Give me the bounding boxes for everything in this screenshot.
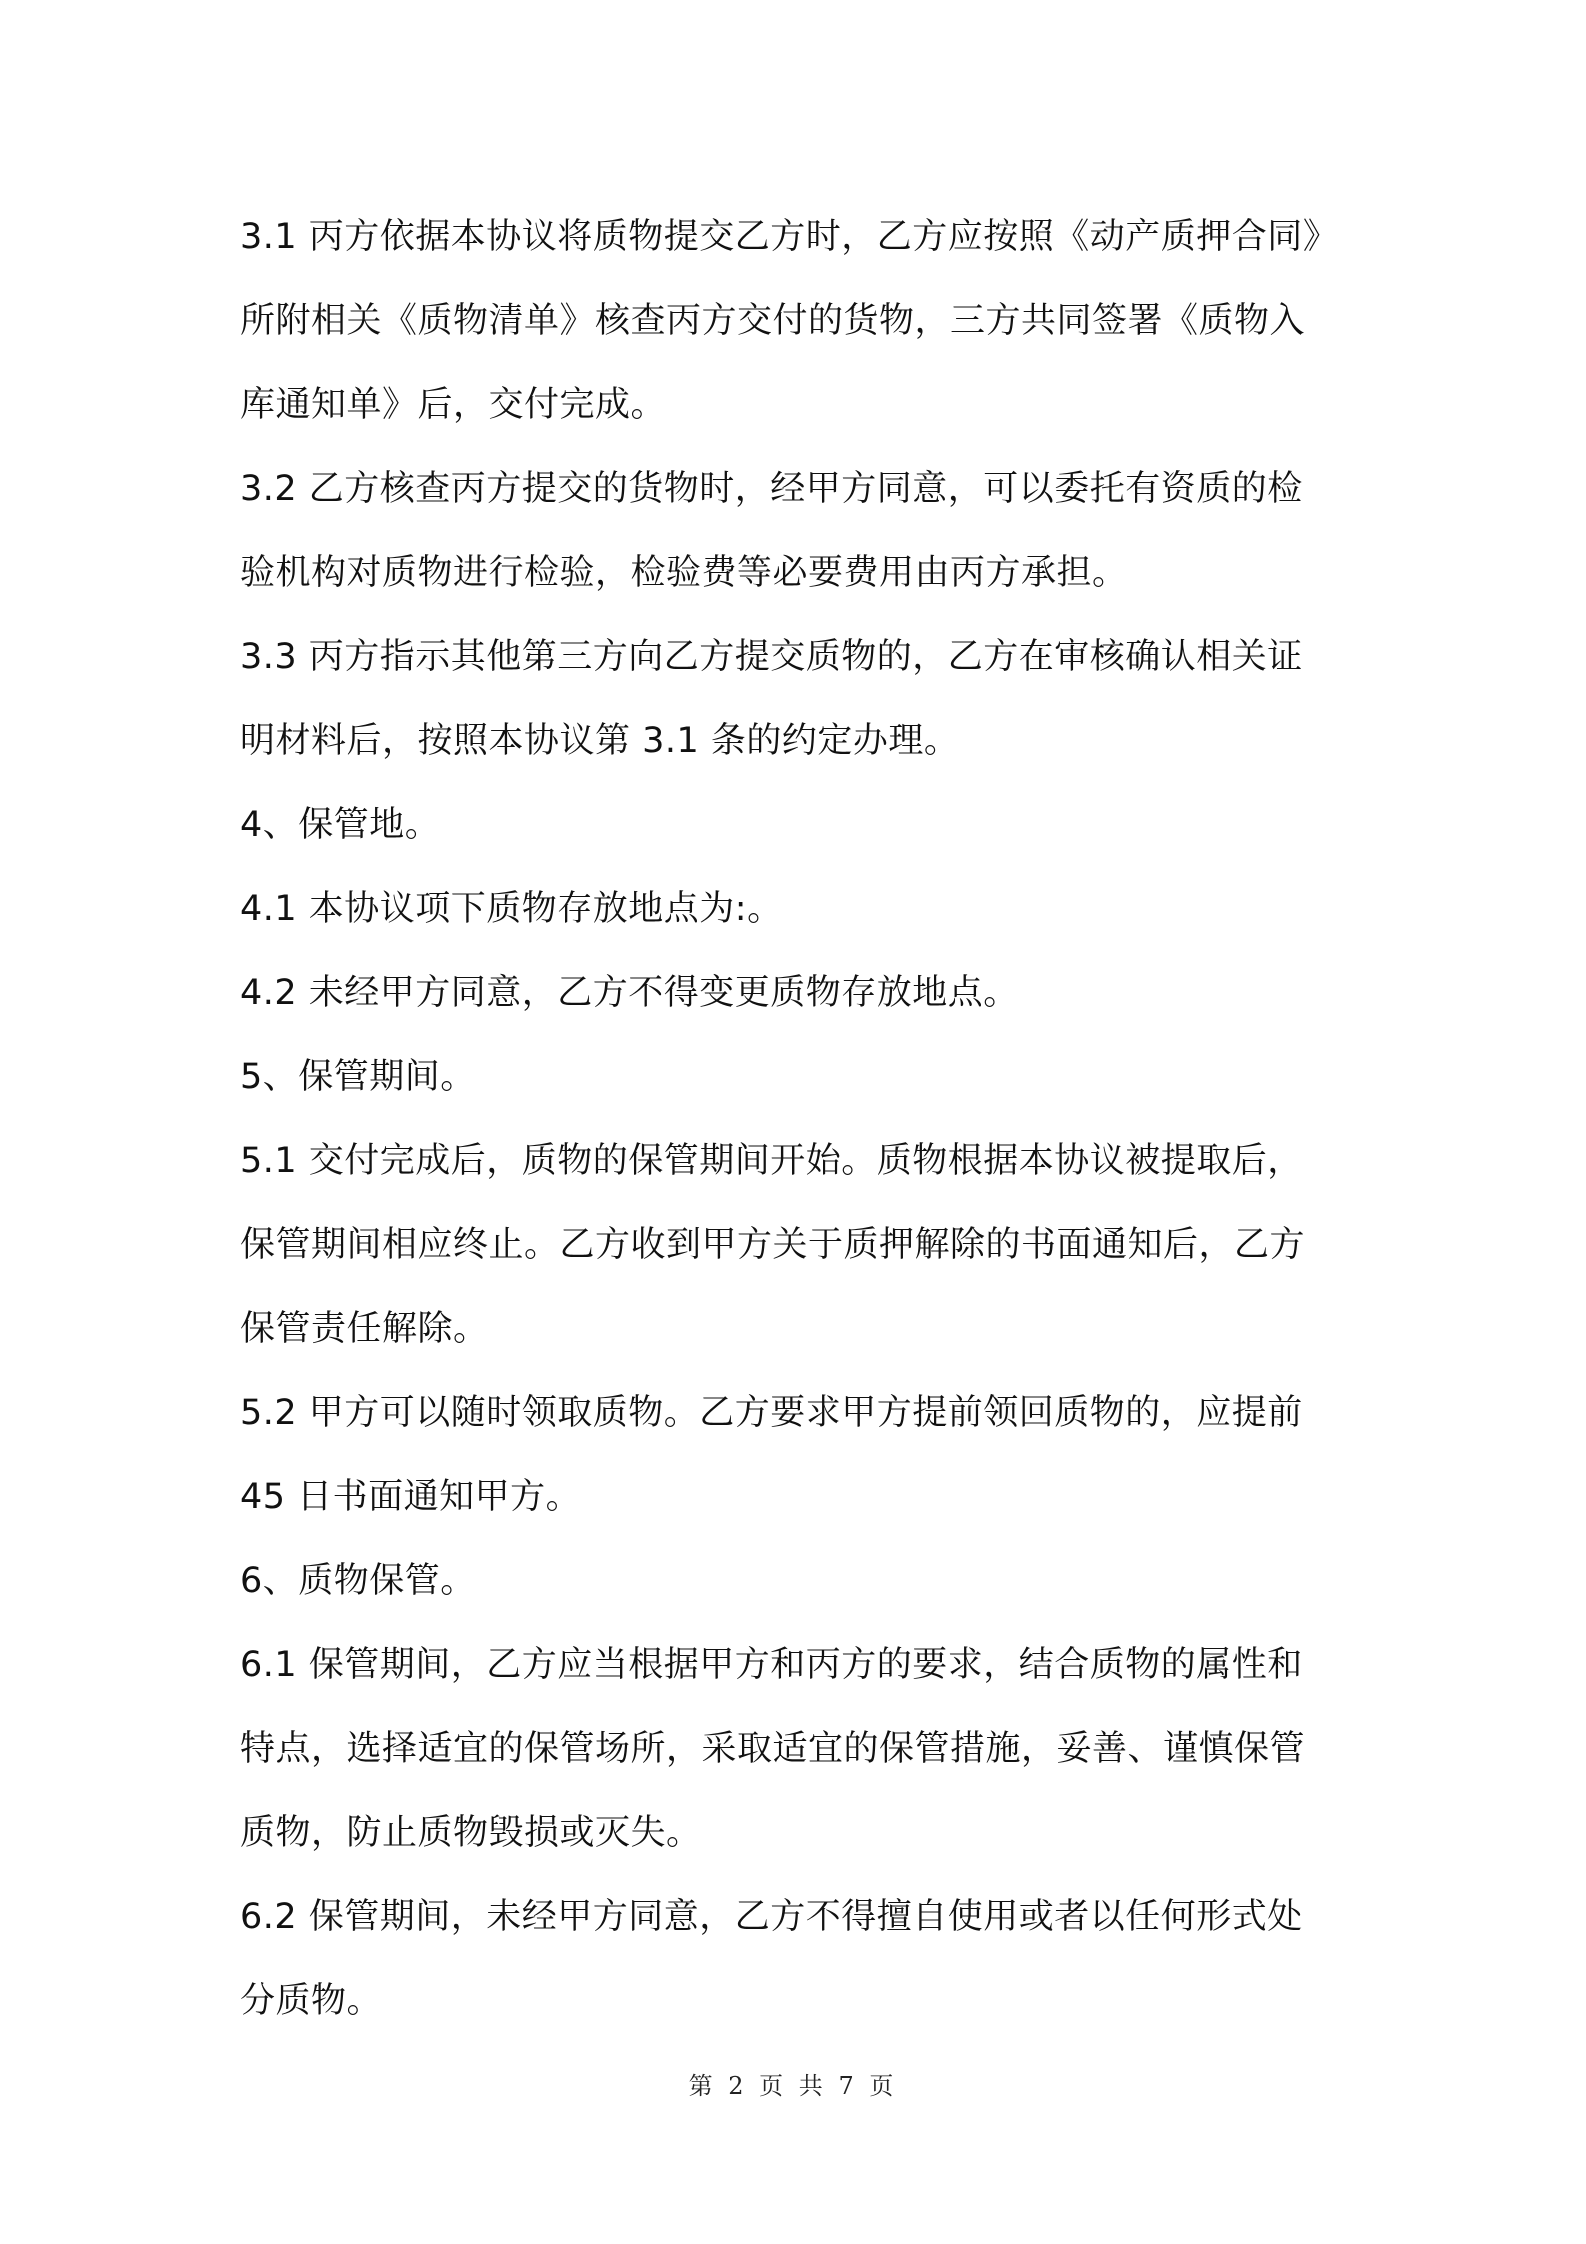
text-line: 6.1 保管期间，乙方应当根据甲方和丙方的要求，结合质物的属性和 xyxy=(240,1645,1303,1685)
text-line: 3.1 丙方依据本协议将质物提交乙方时，乙方应按照《动产质押合同》 xyxy=(240,217,1339,257)
paragraph xyxy=(240,951,1360,1035)
paragraph xyxy=(240,1875,1360,2043)
text-line: 明材料后，按照本协议第 3.1 条的约定办理。 xyxy=(240,721,960,761)
text-line: 5.2 甲方可以随时领取质物。乙方要求甲方提前领回质物的，应提前 xyxy=(240,1393,1303,1433)
paragraph xyxy=(240,867,1360,951)
paragraph xyxy=(240,1035,1360,1119)
text-line: 分质物。 xyxy=(240,1981,383,2021)
paragraph xyxy=(240,1119,1360,1371)
text-line: 3.3 丙方指示其他第三方向乙方提交质物的，乙方在审核确认相关证 xyxy=(240,637,1303,677)
text-line: 库通知单》后，交付完成。 xyxy=(240,385,667,425)
text-line: 4.2 未经甲方同意，乙方不得变更质物存放地点。 xyxy=(240,973,1019,1013)
page-footer: 第 2 页 共 7 页 xyxy=(688,2072,898,2100)
text-line: 6.2 保管期间，未经甲方同意，乙方不得擅自使用或者以任何形式处 xyxy=(240,1897,1303,1937)
paragraph xyxy=(240,1623,1360,1875)
document-body xyxy=(240,195,1360,2043)
text-line: 保管责任解除。 xyxy=(240,1309,489,1349)
text-line: 3.2 乙方核查丙方提交的货物时，经甲方同意，可以委托有资质的检 xyxy=(240,469,1303,509)
text-line: 验机构对质物进行检验，检验费等必要费用由丙方承担。 xyxy=(240,553,1128,593)
text-line: 5.1 交付完成后，质物的保管期间开始。质物根据本协议被提取后， xyxy=(240,1141,1303,1181)
paragraph xyxy=(240,195,1360,447)
text-line: 特点，选择适宜的保管场所，采取适宜的保管措施，妥善、谨慎保管 xyxy=(240,1729,1306,1769)
text-line: 保管期间相应终止。乙方收到甲方关于质押解除的书面通知后，乙方 xyxy=(240,1225,1306,1265)
paragraph xyxy=(240,447,1360,615)
paragraph xyxy=(240,783,1360,867)
text-line: 4.1 本协议项下质物存放地点为:。 xyxy=(240,889,783,929)
paragraph xyxy=(240,1539,1360,1623)
text-line: 45 日书面通知甲方。 xyxy=(240,1477,582,1517)
paragraph xyxy=(240,1371,1360,1539)
text-line: 5、保管期间。 xyxy=(240,1057,476,1097)
paragraph xyxy=(240,615,1360,783)
text-line: 4、保管地。 xyxy=(240,805,441,845)
text-line: 质物，防止质物毁损或灭失。 xyxy=(240,1813,702,1853)
text-line: 6、质物保管。 xyxy=(240,1561,476,1601)
text-line: 所附相关《质物清单》核查丙方交付的货物，三方共同签署《质物入 xyxy=(240,301,1306,341)
